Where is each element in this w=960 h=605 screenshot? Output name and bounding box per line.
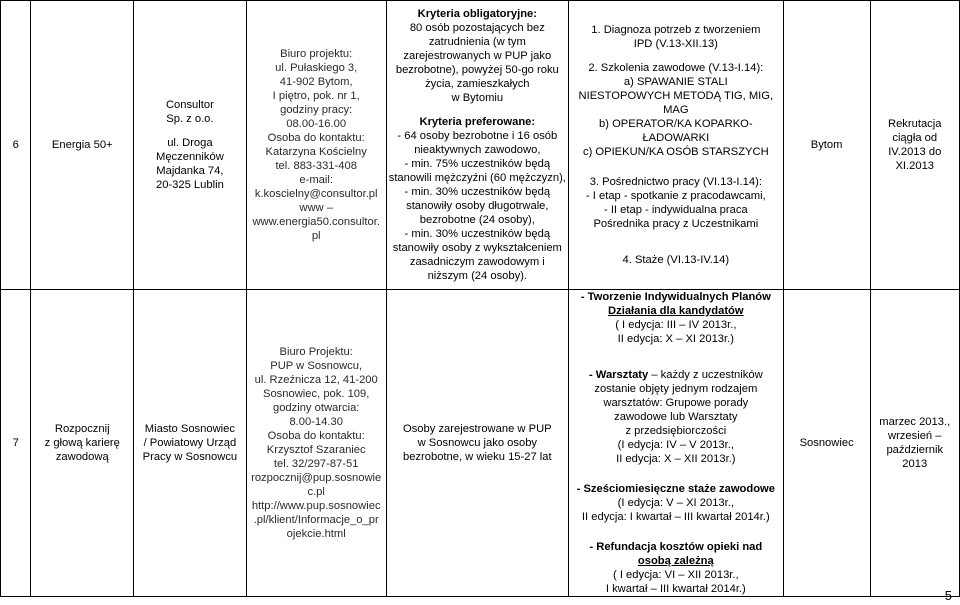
city-cell: Bytom [783,1,870,290]
project-name: Energia 50+ [31,1,134,290]
row-number: 7 [1,290,31,597]
city-cell: Sosnowiec [783,290,870,597]
table-row [1,1,960,290]
project-name: Rozpocznij z głową karierę zawodową [31,290,134,597]
contact-email: k.koscielny@consultor.pl [254,188,378,200]
project-office-cell: Biuro projektu: ul. Pułaskiego 3, 41-902 Bytom, I piętro, pok. nr 1, godziny pracy: 08.00-16.00 Osoba do kontaktu: Katarzyna Kościelny tel. 883-331-408 e-mail: k.koscielny@consultor.pl www – www.energia50.consultor. pl [246,1,386,290]
organizer-cell: Consultor Sp. z o.o. ul. Droga Męczenników Majdanka 74, 20-325 Lublin [134,1,247,290]
contact-website: www.energia50.consultor. [252,216,380,228]
page-number: 5 [944,588,952,603]
contact-person: Katarzyna Kościelny [265,146,367,158]
criteria-cell: Osoby zarejestrowane w PUP w Sosnowcu jako osoby bezrobotne, w wieku 15-27 lat [386,290,568,597]
organizer-name: Consultor [165,99,214,111]
support-forms-cell: 1. Diagnoza potrzeb z tworzeniem IPD (V.13-XII.13) 2. Szkolenia zawodowe (V.13-I.14): a) SPAWANIE STALI NIESTOPOWYCH METODĄ TIG, MIG, MAG b) OPERATOR/KA KOPARKO- ŁADOWARKI c) OPIEKUN/KA OSÓB STARSZYCH 3. Pośrednictwo pracy (VI.13-I.14): - I etap - spotkanie z pracodawcami, - II etap - indywidualna praca Pośrednika pracy z Uczestnikami 4. Staże (VI.13-IV.14) [568,1,783,290]
office-heading: Biuro Projektu: [279,346,353,358]
contact-heading: Osoba do kontaktu: [267,132,365,144]
table-row [1,290,960,597]
organizer-address: ul. Droga [167,137,213,149]
organizer-cell: Miasto Sosnowiec / Powiatowy Urząd Pracy w Sosnowcu [134,290,247,597]
row-number: 6 [1,1,31,290]
contact-phone: tel. 883-331-408 [275,160,357,172]
organizer-name: Miasto Sosnowiec [144,423,235,435]
criteria-cell: Kryteria obligatoryjne: 80 osób pozostających bez zatrudnienia (w tym zarejestrowanych w PUP jako bezrobotne), powyżej 50-go roku życia, zamieszkałych w Bytomiu Kryteria preferowane: - 64 osoby bezrobotne i 16 osób nieaktywnych zawodowo, - min. 75% uczestników będą stanowili mężczyźni (60 mężczyzn), - min. 30% uczestników będą stanowiły osoby długotrwale, bezrobotne (24 osoby), - min. 30% uczestników będą stanowiły osoby z wykształceniem zasadniczym zawodowym i niższym (24 osoby). [386,1,568,290]
criteria-heading: Kryteria obligatoryjne: [417,8,537,20]
support-forms-cell: - Tworzenie Indywidualnych Planów Działania dla kandydatów ( I edycja: III – IV 2013r., II edycja: X – XI 2013r.) - Warsztaty – każdy z uczestników zostanie objęty jednym rodzajem warsztatów: Grupowe porady zawodowe lub Warsztaty z przedsiębiorczości (I edycja: IV – V 2013r., II edycja: X – XII 2013r.) - Sześciomiesięczne staże zawodowe (I edycja: V – XI 2013r., II edycja: I kwartał – III kwartał 2014r.) - Refundacja kosztów opieki nad osobą zależną ( I edycja: VI – XII 2013r., I kwartał – III kwartał 2014r.) [568,290,783,597]
recruitment-cell: marzec 2013., wrzesień – październik 2013 [870,290,960,597]
contact-website: http://www.pup.sosnowiec [251,500,381,512]
contact-phone: tel. 32/297-87-51 [273,458,359,470]
recruitment-cell: Rekrutacja ciągła od IV.2013 do XI.2013 [870,1,960,290]
contact-person: Krzysztof Szaraniec [266,444,366,456]
office-heading: Biuro projektu: [280,48,353,60]
contact-heading: Osoba do kontaktu: [267,430,365,442]
project-office-cell: Biuro Projektu: PUP w Sosnowcu, ul. Rzeźnicza 12, 41-200 Sosnowiec, pok. 109, godziny otwarcia: 8.00-14.30 Osoba do kontaktu: Krzysztof Szaraniec tel. 32/297-87-51 rozpocznij@pup.sosnowie c.pl http://www.pup.sosnowiec .pl/klient/Informacje_o_pr ojekcie.html [246,290,386,597]
contact-email: rozpocznij@pup.sosnowie [251,472,382,484]
preferred-criteria-heading: Kryteria preferowane: [419,116,536,128]
